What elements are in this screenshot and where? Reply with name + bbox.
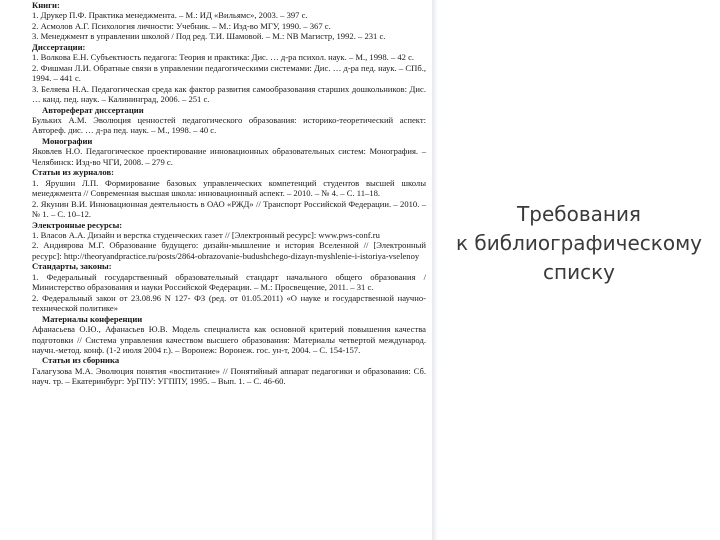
slide-title-line-2: к библиографическому bbox=[455, 231, 703, 255]
bibliography-entry: 3. Менеджмент в управлении школой / Под ред. Т.И. Шамовой. – М.: NB Магистр, 1992. – 231 с. bbox=[32, 31, 386, 42]
bibliography-entry: 2. Фишман Л.И. Обратные связи в управлении педагогическими системами: Дис. … д-ра пед. наук. – СПб., 1994. – 441 с. bbox=[32, 62, 426, 84]
slide-title-line-3: списку bbox=[543, 260, 615, 284]
slide-title bbox=[438, 200, 720, 287]
bibliography-entry: 1. Власов А.А. Дизайн и верстка студенческих газет // [Электронный ресурс]: www.pws-conf.ru bbox=[32, 229, 380, 240]
bibliography-entry: 3. Беляева Н.А. Педагогическая среда как фактор развития самообразования старших дошкольников: Дис. … канд. пед. наук. – Калининград, 2006. – 251 с. bbox=[32, 83, 426, 105]
section-heading: Электронные ресурсы: bbox=[32, 219, 123, 230]
bibliography-document-image bbox=[32, 0, 432, 540]
bibliography-entry: 2. Якунин В.И. Инновационная деятельность в ОАО «РЖД» // Транспорт Российской Федерации. – 2010. – № 1. – С. 10–12. bbox=[32, 198, 426, 220]
section-heading: Диссертации: bbox=[32, 41, 86, 52]
section-heading: Автореферат диссертации bbox=[42, 104, 144, 115]
bibliography-entry: 2. Андиярова М.Г. Образование будущего: дизайн-мышление и история Вселенной // [Электронный ресурс]: http://theoryandpractice.ru/posts/2864-obrazovanie-budushchego-dizayn-myshlenie-i-istoriya-vselenoy bbox=[32, 240, 426, 261]
section-heading: Статьи из журналов: bbox=[32, 167, 114, 178]
bibliography-entry: Афанасьева О.Ю., Афанасьев Ю.В. Модель специалиста как основной критерий повышения качества подготовки // Система управления качеством высшего образования: Материалы четвертой международ. научн.-метод. конф. (1-2 июля 2004 г.). – Воронеж: Воронеж. гос. ун-т, 2004. – С. 154-157. bbox=[32, 324, 426, 355]
bibliography-entry: 1. Ярушин Л.П. Формирование базовых управленческих компетенций студентов высшей школы менеджмента // Современная высшая школа: инновационный аспект. – 2010. – № 4. – С. 11–18. bbox=[32, 177, 426, 199]
slide-title-line-1: Требования bbox=[517, 202, 641, 226]
bibliography-entry: 1. Федеральный государственный образовательный стандарт начального общего образования / Министерство образования и науки Российской Федерации. – М.: Просвещение, 2011. – 31 с. bbox=[32, 271, 426, 293]
section-heading: Материалы конференции bbox=[42, 313, 143, 324]
bibliography-entry: 2. Асмолов А.Г. Психология личности: Учебник. – М.: Изд-во МГУ, 1990. – 367 с. bbox=[32, 20, 331, 31]
section-heading: Монографии bbox=[42, 135, 93, 146]
bibliography-entry: Галагузова М.А. Эволюция понятия «воспитание» // Понятийный аппарат педагогики и образования: Сб. науч. тр. – Екатеринбург: УрГПУ: УГППУ, 1995. – Вып. 1. – С. 46-60. bbox=[32, 365, 426, 387]
bibliography-entry: Бульких А.М. Эволюция ценностей педагогического образования: историко-теоретический аспект: Автореф. дис. … д-ра пед. наук. – М., 1998. – 40 с. bbox=[32, 114, 426, 136]
bibliography-entry: Яковлев Н.О. Педагогическое проектирование инновационных образовательных систем: Монография. – Челябинск: Изд-во ЧГИ, 2008. – 279 с. bbox=[32, 146, 426, 167]
section-heading: Статьи из сборника bbox=[42, 355, 120, 366]
bibliography-entry: 1. Волкова Е.Н. Субъектность педагога: Теория и практика: Дис. … д-ра психол. наук. – М., 1998. – 42 с. bbox=[32, 52, 415, 63]
bibliography-entry: 2. Федеральный закон от 23.08.96 N 127- ФЗ (ред. от 01.05.2011) «О науке и государственной научно-технической политике» bbox=[32, 292, 426, 314]
section-heading: Книги: bbox=[32, 0, 60, 10]
bibliography-entry: 1. Друкер П.Ф. Практика менеджмента. – М.: ИД «Вильямс», 2003. – 397 с. bbox=[32, 10, 308, 21]
section-heading: Стандарты, законы: bbox=[32, 261, 112, 272]
